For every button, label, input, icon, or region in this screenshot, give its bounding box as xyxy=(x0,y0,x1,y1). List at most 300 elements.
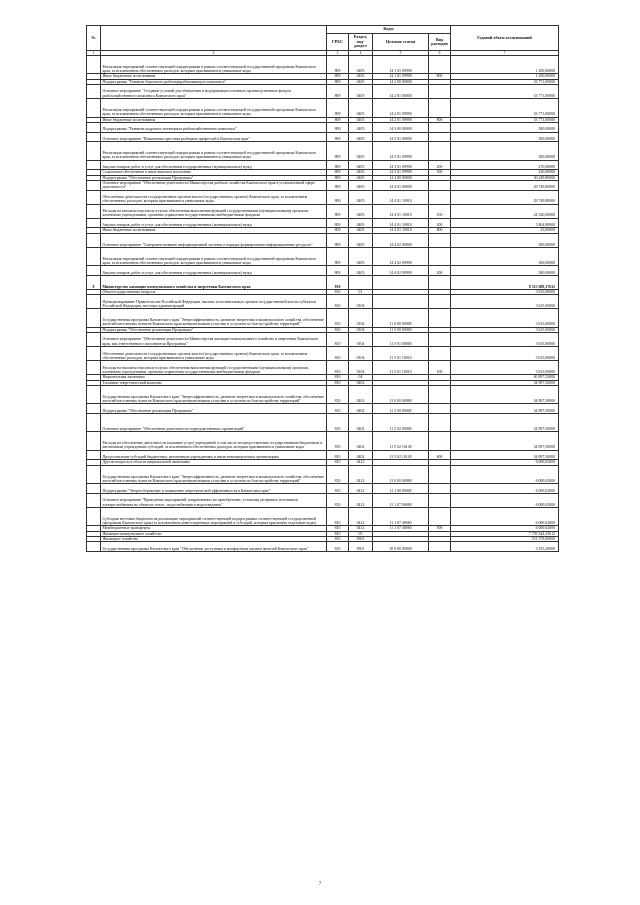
row-number: 8 xyxy=(87,275,101,289)
row-number xyxy=(87,85,101,99)
row-name: Иные бюджетные ассигнования xyxy=(101,74,327,79)
row-target-article: 10 0 00 00000 xyxy=(373,542,429,552)
table-row xyxy=(87,160,559,170)
row-target-article: 14 4 00 00000 xyxy=(373,175,429,180)
row-name: Основное мероприятие "Совершенствование информационной системы и порядка формирования информационных ресурсов" xyxy=(101,233,327,247)
row-target-article: 14 3 01 09990 xyxy=(373,160,429,170)
row-target-article: 14 4 01 10010 xyxy=(373,190,429,204)
row-grbs: 810 xyxy=(327,385,349,403)
header-razdel: Раздел, под-раздел xyxy=(349,34,373,51)
row-grbs: 809 xyxy=(327,266,349,276)
row-target-article xyxy=(373,275,429,289)
row-number xyxy=(87,507,101,525)
row-razdel: 04 xyxy=(349,375,373,380)
row-target-article: 14 3 01 09990 xyxy=(373,170,429,175)
row-grbs: 809 xyxy=(327,181,349,191)
table-row xyxy=(87,233,559,247)
row-target-article: 14 3 01 09990 xyxy=(373,142,429,160)
table-row xyxy=(87,484,559,494)
table-row xyxy=(87,414,559,432)
row-razdel: 0405 xyxy=(349,132,373,142)
row-grbs: 809 xyxy=(327,79,349,84)
row-target-article: 14 4 01 00000 xyxy=(373,181,429,191)
row-expense-type xyxy=(429,432,451,450)
row-sum: 270,00000 xyxy=(451,160,559,170)
row-grbs: 810 xyxy=(327,327,349,332)
row-target-article: 11 0 00 00000 xyxy=(373,465,429,483)
row-target-article: 11 5 01 00000 xyxy=(373,333,429,347)
table-row xyxy=(87,99,559,117)
row-sum: 551 578,00000 xyxy=(451,537,559,542)
row-razdel: 0104 xyxy=(349,361,373,375)
row-grbs: 809 xyxy=(327,122,349,132)
row-name: Социальное обеспечение и иные выплаты населению xyxy=(101,170,327,175)
row-expense-type: 800 xyxy=(429,117,451,122)
row-expense-type: 300 xyxy=(429,170,451,175)
row-razdel: 0405 xyxy=(349,233,373,247)
row-grbs: 810 xyxy=(327,289,349,294)
row-sum: 34 897,50000 xyxy=(451,380,559,385)
row-name: Другие вопросы в области национальной экономики xyxy=(101,460,327,465)
index-cell: 7 xyxy=(451,51,559,56)
row-sum: 500,00000 xyxy=(451,233,559,247)
index-cell: 2 xyxy=(101,51,327,56)
row-razdel: 0501 xyxy=(349,542,373,552)
row-grbs: 810 xyxy=(327,375,349,380)
row-number xyxy=(87,432,101,450)
row-expense-type xyxy=(429,132,451,142)
row-number xyxy=(87,295,101,309)
row-number xyxy=(87,450,101,460)
row-name: Расходы на выплаты персоналу в целях обеспечения выполнения функций государственными (муниципальными) органами, казенными учреждениями, органами управления государственными внебюджетными фондами xyxy=(101,204,327,218)
row-number xyxy=(87,309,101,327)
row-target-article: 11 5 02 10140 xyxy=(373,450,429,460)
row-name: Предоставление субсидий бюджетным, автономным учреждениям и иным некоммерческим организациям xyxy=(101,450,327,460)
table-row xyxy=(87,465,559,483)
row-expense-type: 100 xyxy=(429,204,451,218)
row-target-article: 11 5 02 00000 xyxy=(373,414,429,432)
row-expense-type: 200 xyxy=(429,266,451,276)
row-razdel: 0405 xyxy=(349,117,373,122)
row-name: Подпрограмма "Обеспечение реализации Программы" xyxy=(101,327,327,332)
row-target-article: 11 1 07 40060 xyxy=(373,526,429,531)
row-name: Подпрограмма "Обеспечение реализации Программы" xyxy=(101,404,327,414)
table-row xyxy=(87,142,559,160)
row-target-article xyxy=(373,295,429,309)
row-name: Основное мероприятие "Обеспечение деятельности Министерства жилищно-коммунального хозяйства и энергетики Камчатского края, как ответственного исполнителя Программы" xyxy=(101,333,327,347)
row-expense-type: 800 xyxy=(429,74,451,79)
row-target-article: 11 1 07 00000 xyxy=(373,493,429,507)
row-sum: 34 897,50000 xyxy=(451,450,559,460)
row-target-article: 14 4 01 10010 xyxy=(373,204,429,218)
row-grbs: 810 xyxy=(327,460,349,465)
row-name: Основное мероприятие "Создание условий для обновления и модернизации основных производственных фондов рыбохозяйственного комплекса Камчатского края" xyxy=(101,85,327,99)
row-name: Основное мероприятие "Проведение мероприятий, направленных на приобретение, установку резервных источников электроснабжения на объектах тепло-, водоснабжения и водоотведения" xyxy=(101,493,327,507)
row-number xyxy=(87,465,101,483)
row-number xyxy=(87,247,101,265)
table-row xyxy=(87,122,559,132)
row-grbs: 809 xyxy=(327,175,349,180)
row-sum: 6 000,02000 xyxy=(451,460,559,465)
row-grbs: 810 xyxy=(327,309,349,327)
page-number: 7 xyxy=(318,882,322,887)
row-grbs: 809 xyxy=(327,117,349,122)
row-razdel: 0104 xyxy=(349,347,373,361)
row-name: Закупка товаров, работ и услуг для обеспечения государственных (муниципальных) нужд xyxy=(101,160,327,170)
row-sum: 500,00000 xyxy=(451,132,559,142)
row-razdel: 0412 xyxy=(349,484,373,494)
row-expense-type xyxy=(429,542,451,552)
row-razdel: 0405 xyxy=(349,266,373,276)
row-grbs: 810 xyxy=(327,432,349,450)
row-name: Реализация мероприятий соответствующей подпрограммы в рамках соответствующей государственной программы Камчатского края, за исключением обеспеченных расходов, которым присваиваются уникальные коды xyxy=(101,56,327,74)
row-razdel: 0402 xyxy=(349,385,373,403)
row-grbs: 809 xyxy=(327,142,349,160)
row-expense-type xyxy=(429,85,451,99)
table-row xyxy=(87,450,559,460)
row-target-article: 14 4 01 10010 xyxy=(373,218,429,228)
table-row xyxy=(87,85,559,99)
row-name: Подпрограмма "Обеспечение реализации Программы" xyxy=(101,175,327,180)
table-row xyxy=(87,333,559,347)
row-sum: 3 615,00000 xyxy=(451,347,559,361)
table-row xyxy=(87,347,559,361)
row-expense-type xyxy=(429,190,451,204)
row-razdel: 0405 xyxy=(349,160,373,170)
row-razdel: 01 xyxy=(349,289,373,294)
row-grbs: 810 xyxy=(327,361,349,375)
row-name: Жилищное хозяйство xyxy=(101,537,327,542)
row-target-article: 14 3 00 00000 xyxy=(373,122,429,132)
row-sum: 3 615,00000 xyxy=(451,289,559,294)
row-number xyxy=(87,266,101,276)
header-number: № xyxy=(87,26,101,51)
row-sum: 6 000,02000 xyxy=(451,526,559,531)
row-sum: 1 200,00000 xyxy=(451,56,559,74)
row-grbs: 809 xyxy=(327,190,349,204)
row-name: Закупка товаров, работ и услуг для обеспечения государственных (муниципальных) нужд xyxy=(101,266,327,276)
row-sum: 3 615,00000 xyxy=(451,295,559,309)
row-grbs: 809 xyxy=(327,228,349,233)
header-codes: Коды xyxy=(327,26,451,34)
row-target-article: 14 3 01 00000 xyxy=(373,132,429,142)
row-razdel: 0405 xyxy=(349,142,373,160)
row-grbs: 809 xyxy=(327,204,349,218)
row-number xyxy=(87,218,101,228)
row-target-article: 11 5 00 00000 xyxy=(373,404,429,414)
row-sum: 33 771,00000 xyxy=(451,79,559,84)
row-number xyxy=(87,132,101,142)
row-target-article: 11 0 00 00000 xyxy=(373,385,429,403)
table-row xyxy=(87,295,559,309)
row-sum: 33 771,00000 xyxy=(451,117,559,122)
row-name: Общегосударственные вопросы xyxy=(101,289,327,294)
row-expense-type xyxy=(429,465,451,483)
index-cell: 6 xyxy=(429,51,451,56)
row-sum: 3 615,00000 xyxy=(451,309,559,327)
row-grbs: 810 xyxy=(327,380,349,385)
index-cell: 5 xyxy=(373,51,429,56)
table-row xyxy=(87,190,559,204)
row-grbs: 809 xyxy=(327,160,349,170)
row-razdel: 0402 xyxy=(349,404,373,414)
row-grbs: 810 xyxy=(327,542,349,552)
index-cell: 3 xyxy=(327,51,349,56)
row-sum: 33 771,00000 xyxy=(451,85,559,99)
row-sum: 6 000,02000 xyxy=(451,465,559,483)
row-number xyxy=(87,56,101,74)
table-row xyxy=(87,132,559,142)
table-row xyxy=(87,542,559,552)
row-name: Подпрограмма "Развитие кадрового потенциала рыбохозяйственного комплекса" xyxy=(101,122,327,132)
row-sum: 3 615,00000 xyxy=(451,333,559,347)
row-sum: 34 897,50000 xyxy=(451,432,559,450)
row-grbs: 809 xyxy=(327,99,349,117)
row-grbs: 810 xyxy=(327,404,349,414)
row-target-article: 14 4 01 10010 xyxy=(373,228,429,233)
row-razdel: 0405 xyxy=(349,99,373,117)
row-grbs: 810 xyxy=(327,484,349,494)
row-razdel: 0405 xyxy=(349,247,373,265)
row-grbs: 809 xyxy=(327,233,349,247)
row-name: Реализация мероприятий соответствующей подпрограммы в рамках соответствующей государственной программы Камчатского края, за исключением обеспеченных расходов, которым присваиваются уникальные коды xyxy=(101,247,327,265)
row-razdel: 0501 xyxy=(349,537,373,542)
row-razdel: 0405 xyxy=(349,175,373,180)
row-razdel: 0405 xyxy=(349,181,373,191)
row-razdel xyxy=(349,275,373,289)
row-number xyxy=(87,333,101,347)
table-row xyxy=(87,247,559,265)
row-expense-type xyxy=(429,347,451,361)
row-number xyxy=(87,233,101,247)
row-grbs: 810 xyxy=(327,333,349,347)
header-name xyxy=(101,26,327,51)
row-name: Субсидии местным бюджетам на реализацию мероприятий соответствующей подпрограммы соответствующей государственной программы Камчатского края (за исключением инвестиционных мероприятий и субсидий, которым присвоены отдельные коды) xyxy=(101,507,327,525)
row-sum: 40 897,52000 xyxy=(451,375,559,380)
row-sum: 25,00000 xyxy=(451,228,559,233)
row-target-article: 14 2 01 09990 xyxy=(373,99,429,117)
row-grbs: 809 xyxy=(327,218,349,228)
row-number xyxy=(87,493,101,507)
row-grbs: 809 xyxy=(327,74,349,79)
row-expense-type xyxy=(429,484,451,494)
row-sum: 5 404,80000 xyxy=(451,218,559,228)
row-number xyxy=(87,99,101,117)
table-row xyxy=(87,181,559,191)
row-sum: 8 315 688,17632 xyxy=(451,275,559,289)
row-grbs: 810 xyxy=(327,347,349,361)
table-row xyxy=(87,385,559,403)
row-sum: 500,00000 xyxy=(451,142,559,160)
row-razdel: 0104 xyxy=(349,309,373,327)
row-number xyxy=(87,484,101,494)
row-target-article: 14 2 01 09990 xyxy=(373,117,429,122)
row-grbs: 810 xyxy=(327,465,349,483)
row-razdel: 0402 xyxy=(349,450,373,460)
row-sum: 34 897,50000 xyxy=(451,414,559,432)
row-sum: 34 897,50000 xyxy=(451,385,559,403)
row-name: Обеспечение деятельности государственных органов власти (государственных органов) Камчатского края, за исключением обеспеченных расходов, которым присваиваются уникальные коды xyxy=(101,347,327,361)
row-razdel: 0405 xyxy=(349,170,373,175)
table-row xyxy=(87,493,559,507)
row-name: Подпрограмма "Энергосбережение и повышение энергетической эффективности в Камчатском крае" xyxy=(101,484,327,494)
row-razdel: 0402 xyxy=(349,380,373,385)
row-grbs: 810 xyxy=(327,493,349,507)
row-expense-type xyxy=(429,309,451,327)
row-razdel: 05 xyxy=(349,531,373,536)
row-expense-type: 500 xyxy=(429,526,451,531)
row-grbs: 810 xyxy=(327,537,349,542)
row-target-article: 11 0 00 00000 xyxy=(373,309,429,327)
row-number xyxy=(87,385,101,403)
row-expense-type xyxy=(429,122,451,132)
row-number xyxy=(87,542,101,552)
row-razdel: 0405 xyxy=(349,218,373,228)
row-razdel: 0405 xyxy=(349,228,373,233)
row-expense-type xyxy=(429,247,451,265)
row-number xyxy=(87,190,101,204)
row-target-article: 11 1 07 40060 xyxy=(373,507,429,525)
index-cell: 4 xyxy=(349,51,373,56)
row-grbs: 809 xyxy=(327,85,349,99)
row-razdel: 0402 xyxy=(349,414,373,432)
row-sum: 30 249,80000 xyxy=(451,175,559,180)
row-razdel: 0412 xyxy=(349,460,373,465)
row-number xyxy=(87,414,101,432)
row-expense-type xyxy=(429,275,451,289)
row-name: Иные бюджетные ассигнования xyxy=(101,228,327,233)
row-expense-type: 200 xyxy=(429,218,451,228)
row-sum: 3 255,20000 xyxy=(451,542,559,552)
table-row xyxy=(87,275,559,289)
table-row xyxy=(87,361,559,375)
table-row xyxy=(87,432,559,450)
row-expense-type: 200 xyxy=(429,160,451,170)
row-sum: 3 615,00000 xyxy=(451,327,559,332)
row-grbs: 810 xyxy=(327,507,349,525)
budget-table xyxy=(86,25,559,552)
row-sum: 230,00000 xyxy=(451,170,559,175)
row-number xyxy=(87,361,101,375)
row-target-article: 14 4 02 09990 xyxy=(373,247,429,265)
row-razdel: 0405 xyxy=(349,56,373,74)
row-sum: 33 771,00000 xyxy=(451,99,559,117)
row-razdel: 0104 xyxy=(349,295,373,309)
row-sum: 34 897,50000 xyxy=(451,404,559,414)
row-name: Иные бюджетные ассигнования xyxy=(101,117,327,122)
row-expense-type: 800 xyxy=(429,228,451,233)
row-name: Межбюджетные трансферты xyxy=(101,526,327,531)
row-expense-type xyxy=(429,333,451,347)
row-sum: 500,00000 xyxy=(451,122,559,132)
row-razdel: 0405 xyxy=(349,79,373,84)
row-grbs: 810 xyxy=(327,526,349,531)
row-expense-type xyxy=(429,385,451,403)
row-razdel: 0412 xyxy=(349,465,373,483)
row-grbs: 810 xyxy=(327,450,349,460)
table-row xyxy=(87,218,559,228)
row-name: Расходы на обеспечение деятельности (оказание услуг) учреждений, в том числе на предоставление государственным бюджетным и автономным учреждениям субсидий, за исключением обеспеченных расходов, которым присваиваются уникальные коды xyxy=(101,432,327,450)
row-name: Государственная программа Камчатского края "Энергоэффективность, развитие энергетики и коммунального хозяйства, обеспечение жителей населенных пунктов Камчатского края коммунальными услугами и услугами по благоустройству территорий" xyxy=(101,465,327,483)
row-expense-type: 600 xyxy=(429,450,451,460)
row-name: Функционирование Правительства Российской Федерации, высших исполнительных органов государственной власти субъектов Российской Федерации, местных администраций xyxy=(101,295,327,309)
row-razdel: 0412 xyxy=(349,507,373,525)
row-target-article: 14 1 01 09990 xyxy=(373,74,429,79)
row-expense-type xyxy=(429,414,451,432)
row-sum: 29 749,80000 xyxy=(451,190,559,204)
row-target-article: 11 5 00 00000 xyxy=(373,327,429,332)
row-name: Основное мероприятие "Обеспечение деятельности подведомственных организаций" xyxy=(101,414,327,432)
table-row xyxy=(87,266,559,276)
row-number xyxy=(87,142,101,160)
row-name: Жилищно-коммунальное хозяйство xyxy=(101,531,327,536)
row-name: Расходы на выплаты персоналу в целях обеспечения выполнения функций государственными (муниципальными) органами, казенными учреждениями, органами управления государственными внебюджетными фондами xyxy=(101,361,327,375)
row-expense-type xyxy=(429,99,451,117)
row-razdel: 0405 xyxy=(349,122,373,132)
row-name: Министерство жилищно-коммунального хозяйства и энергетики Камчатского края xyxy=(101,275,327,289)
row-razdel: 0405 xyxy=(349,190,373,204)
row-name: Подпрограмма "Развитие берегового рыбоперерабатывающего комплекса" xyxy=(101,79,327,84)
row-target-article: 14 1 01 09990 xyxy=(373,56,429,74)
row-name: Государственная программа Камчатского края "Энергоэффективность, развитие энергетики и коммунального хозяйства, обеспечение жителей населенных пунктов Камчатского края коммунальными услугами и услугами по благоустройству территорий" xyxy=(101,385,327,403)
row-target-article: 14 4 02 00000 xyxy=(373,233,429,247)
row-razdel: 0402 xyxy=(349,432,373,450)
row-target-article: 11 5 01 10010 xyxy=(373,347,429,361)
row-sum: 6 000,02000 xyxy=(451,507,559,525)
row-expense-type xyxy=(429,507,451,525)
budget-sheet xyxy=(86,25,558,552)
row-sum: 29 749,80000 xyxy=(451,181,559,191)
table-row xyxy=(87,507,559,525)
row-target-article: 11 5 02 10140 xyxy=(373,432,429,450)
row-grbs: 809 xyxy=(327,170,349,175)
row-razdel: 0412 xyxy=(349,526,373,531)
row-grbs: 810 xyxy=(327,414,349,432)
row-sum: 3 615,00000 xyxy=(451,361,559,375)
row-sum: 1 200,00000 xyxy=(451,74,559,79)
row-grbs: 809 xyxy=(327,247,349,265)
row-name: Основное мероприятие "Повышение престижа рыбацких профессий в Камчатском крае" xyxy=(101,132,327,142)
row-grbs: 810 xyxy=(327,531,349,536)
row-razdel: 0104 xyxy=(349,327,373,332)
row-expense-type xyxy=(429,404,451,414)
row-number xyxy=(87,181,101,191)
row-number xyxy=(87,122,101,132)
table-row xyxy=(87,404,559,414)
row-target-article: 11 1 00 00000 xyxy=(373,484,429,494)
row-grbs: 809 xyxy=(327,56,349,74)
row-expense-type xyxy=(429,295,451,309)
budget-rows xyxy=(87,56,559,552)
row-grbs: 810 xyxy=(327,295,349,309)
row-name: Государственная программа Камчатского края "Энергоэффективность, развитие энергетики и коммунального хозяйства, обеспечение жителей населенных пунктов Камчатского края коммунальными услугами и услугами по благоустройству территорий" xyxy=(101,309,327,327)
header-target-article: Целевая статья xyxy=(373,34,429,51)
row-sum: 6 000,02000 xyxy=(451,484,559,494)
row-number xyxy=(87,404,101,414)
header-grbs: ГРБС xyxy=(327,34,349,51)
index-cell: 1 xyxy=(87,51,101,56)
row-name: Топливно-энергетический комплекс xyxy=(101,380,327,385)
row-sum: 500,00000 xyxy=(451,266,559,276)
row-razdel: 0412 xyxy=(349,493,373,507)
row-sum: 24 320,00000 xyxy=(451,204,559,218)
row-target-article: 14 2 01 00000 xyxy=(373,85,429,99)
row-name: Обеспечение деятельности государственных органов власти (государственных органов) Камчатского края, за исключением обеспеченных расходов, которым присваиваются уникальные коды xyxy=(101,190,327,204)
row-grbs: 809 xyxy=(327,132,349,142)
row-name: Закупка товаров, работ и услуг для обеспечения государственных (муниципальных) нужд xyxy=(101,218,327,228)
row-expense-type xyxy=(429,493,451,507)
row-razdel: 0405 xyxy=(349,85,373,99)
